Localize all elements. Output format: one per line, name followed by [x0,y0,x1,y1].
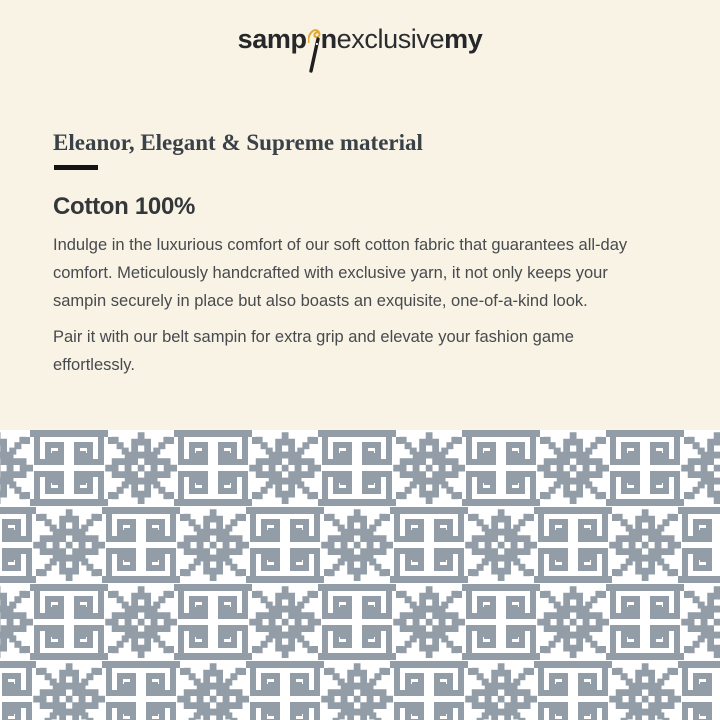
needle-icon [308,27,321,73]
logo-word-end: my [444,24,483,54]
title-underline [54,165,98,170]
songket-pattern [0,430,720,720]
paragraph-line: sampin securely in place but also boasts an exquisite, one-of-a-kind look. [53,292,588,310]
paragraph-2 [53,323,574,379]
logo-word-light: exclusive [336,24,445,54]
paragraph-line: Indulge in the luxurious comfort of our soft cotton fabric that guarantees all-day [53,236,628,254]
paragraph-1 [53,231,627,315]
paragraph-line: effortlessly. [53,356,135,374]
paragraph-line: comfort. Meticulously handcrafted with exclusive yarn, it not only keeps your [53,264,608,282]
logo-word-start: samp [237,24,307,54]
brand-logo [0,24,720,70]
material-subheading: Cotton 100% [53,193,196,220]
page-title: Eleanor, Elegant & Supreme material [53,130,423,155]
logo-word-mid: n [320,24,337,54]
paragraph-line: Pair it with our belt sampin for extra grip and elevate your fashion game [53,328,574,346]
